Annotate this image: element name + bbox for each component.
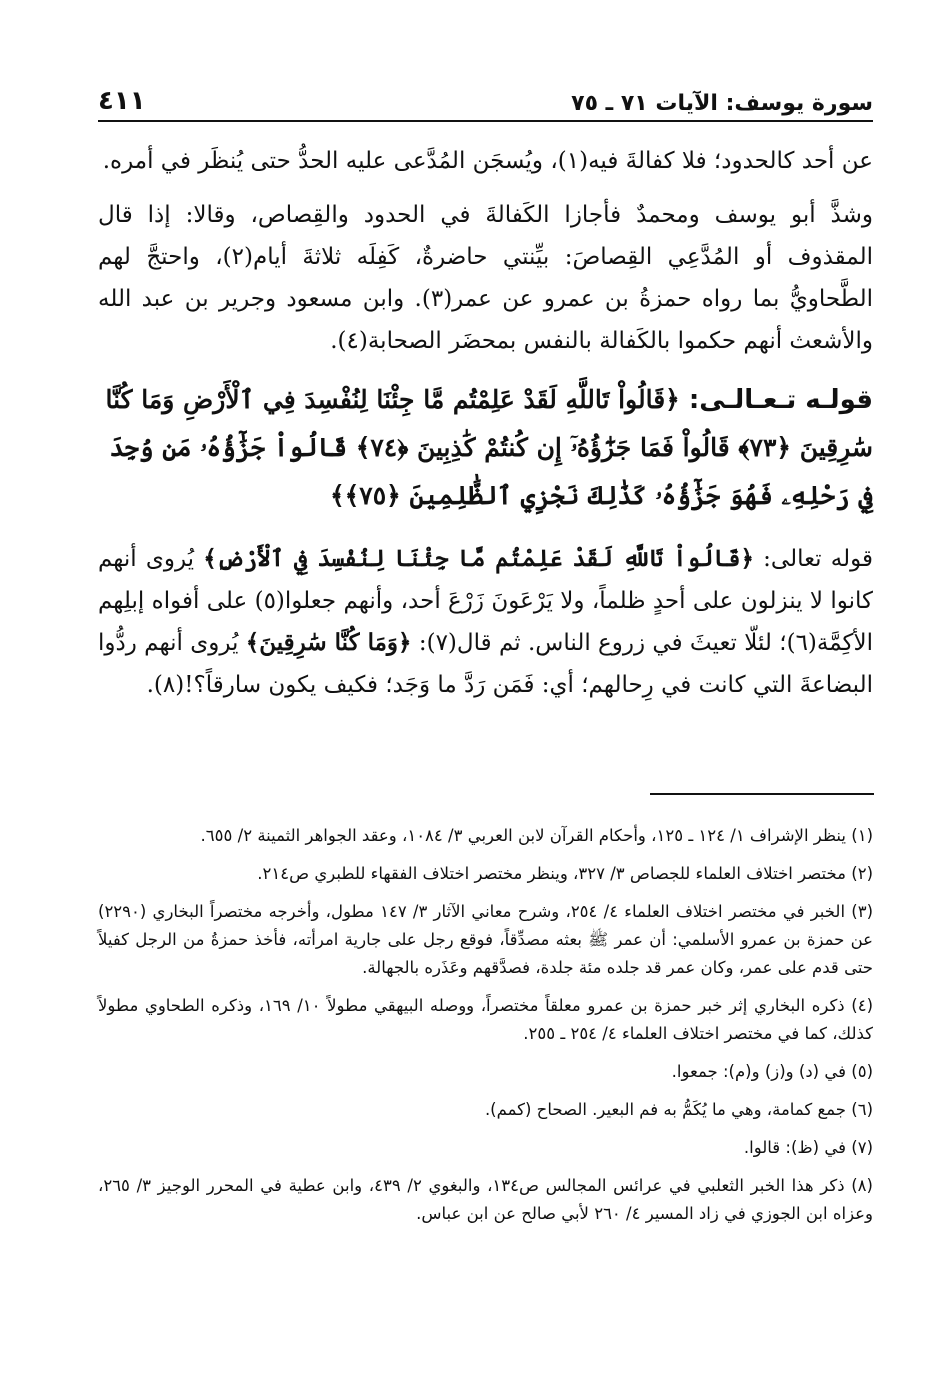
footnote-8: (٨) ذكر هذا الخبر الثعلبي في عرائس المجالس ص١٣٤، والبغوي ٢/ ٤٣٩، وابن عطية في المحرر الوجيز ٣/ ٢٦٥، وعزاه ابن الجوزي في زاد المسير ٤/ ٢٦٠ لأبي صالح عن ابن عباس. [98, 1176, 873, 1223]
footnote-1: (١) ينظر الإشراف ١/ ١٢٤ ـ ١٢٥، وأحكام القرآن لابن العربي ٣/ ١٠٨٤، وعقد الجواهر الثمينة ٢/ ٦٥٥. [200, 826, 873, 845]
verse-lead: قولـه تـعـالـى: [679, 385, 873, 415]
para3-quote-1: ﴿قَالُواْ تَاللَّهِ لَقَدْ عَلِمْتُم مَّا جِئْنَا لِنُفْسِدَ فِي ٱلْأَرْضِ﴾ [203, 545, 754, 572]
footnote-6: (٦) جمع كمامة، وهي ما يُكَمُّ به فم البعير. الصحاح (كمم). [484, 1100, 873, 1119]
paragraph-1: عن أحد كالحدود؛ فلا كفالةَ فيه(١)، ويُسجَن المُدَّعى عليه الحدُّ حتى يُنظَر في أمره. [102, 148, 873, 174]
footnote-2: (٢) مختصر اختلاف العلماء للجصاص ٣/ ٣٢٧، وينظر مختصر اختلاف الفقهاء للطبري ص٢١٤. [257, 864, 873, 883]
footnotes [98, 822, 873, 1238]
para3-quote-2: ﴿وَمَا كُنَّا سَٰرِقِينَ﴾ [245, 629, 412, 656]
footnote-5: (٥) في (د) و(ز) و(م): جمعوا. [671, 1062, 873, 1081]
page-header [98, 66, 873, 122]
footnote-7: (٧) في (ظ): قالوا. [743, 1138, 873, 1157]
footnote-4: (٤) ذكره البخاري إثر خبر حمزة بن عمرو معلقاً مختصراً، ووصله البيهقي مطولاً ١٠/ ١٦٩، وذكره الطحاوي مطولاً كذلك، كما في مختصر اختلاف العلماء ٤/ ٢٥٤ ـ ٢٥٥. [98, 996, 873, 1043]
para3-end: يُروى أنهم ردُّوا البضاعةَ التي كانت في رِحالهم؛ أي: فَمَن رَدَّ ما وَجَد؛ فكيف يكون سارقاً؟!(٨). [98, 630, 873, 698]
quran-verse-block [98, 376, 873, 520]
para3-lead: قوله تعالى: [753, 546, 873, 572]
paragraph-3 [98, 538, 873, 706]
paragraph-2: وشذَّ أبو يوسف ومحمدٌ فأجازا الكَفالةَ في الحدود والقِصاص، وقالا: إذا قال المقذوف أو المُدَّعِي القِصاصَ: بيِّنتي حاضرةٌ، كَفِلَه ثلاثةَ أيام(٢)، واحتجَّ لهم الطَّحاويُّ بما رواه حمزةُ بن عمرو عن عمر(٣). وابن مسعود وجرير بن عبد الله والأشعث أنهم حكموا بالكَفالة بالنفس بمحضَر الصحابة(٤). [98, 202, 873, 354]
main-text [98, 140, 873, 718]
footnote-3: (٣) الخبر في مختصر اختلاف العلماء ٤/ ٢٥٤، وشرح معاني الآثار ٣/ ١٤٧ مطول، وأخرجه مختصراً البخاري (٢٢٩٠) عن حمزة بن عمرو الأسلمي: أن عمر ﷺ بعثه مصدِّقاً، فوقع رجل على جارية امرأته، فأخذ حمزةُ من الرجل كفيلاً حتى قدم على عمر، وكان عمر قد جلده مئة جلدة، فصدَّقهم وعَذَره بالجهالة. [98, 902, 873, 977]
running-title: سورة يوسف: الآيات ٧١ ـ ٧٥ [571, 91, 873, 116]
page-number: ٤١١ [98, 86, 146, 116]
quran-verses: ﴿قَالُواْ تَاللَّهِ لَقَدْ عَلِمْتُم مَّا جِئْنَا لِنُفْسِدَ فِي ٱلْأَرْضِ وَمَا كُنَّا سَٰرِقِينَ ﴿٧٣﴾ قَالُواْ فَمَا جَزَٰٓؤُهُۥٓ إِن كُنتُمْ كَٰذِبِينَ ﴿٧٤﴾ قَالُواْ جَزَٰٓؤُهُۥ مَن وُجِدَ فِي رَحْلِهِۦ فَهُوَ جَزَٰٓؤُهُۥ كَذَٰلِكَ نَجْزِي ٱلظَّٰلِمِينَ ﴿٧٥﴾﴾ [105, 385, 873, 510]
footnote-separator [650, 793, 874, 795]
para3-body: يُروى أنهم كانوا لا ينزلون على أحدٍ ظلماً، ولا يَرْعَونَ زَرْعَ أحد، وأنهم جعلوا(٥) على أفواه إبلِهم الأكِمَّة(٦)؛ لئلّا تعيثَ في زروع الناس. ثم قال(٧): [98, 546, 874, 656]
